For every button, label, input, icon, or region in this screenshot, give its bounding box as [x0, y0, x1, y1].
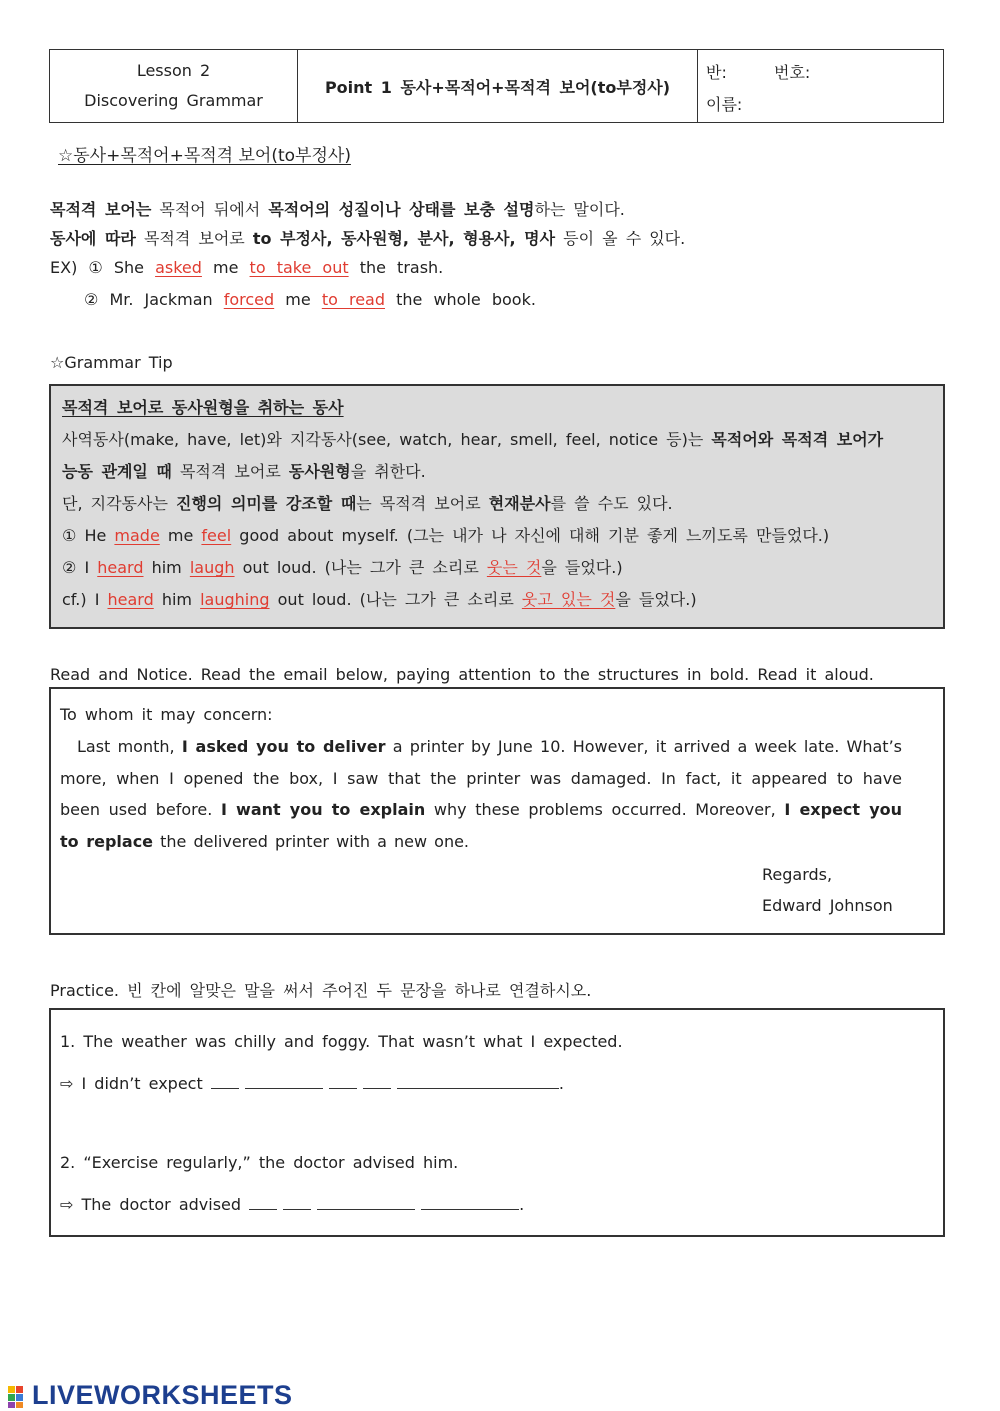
plain-text: 등이 올 수 있다. [555, 229, 686, 248]
tip-example-2 [62, 560, 623, 576]
plain-text: 단, 지각동사는 [62, 494, 176, 513]
answer-blank[interactable] [283, 1195, 311, 1210]
answer-prefix: The doctor advised [81, 1195, 242, 1214]
grammar-tip-box [49, 384, 945, 629]
plain-text: 사역동사(make, have, let)와 지각동사(see, watch, hear, smell, feel, notice 등)는 [62, 430, 712, 449]
bold-text: to 부정사, 동사원형, 분사, 형용사, 명사 [252, 229, 556, 248]
answer-blank[interactable] [329, 1074, 357, 1089]
arrow-icon: ⇨ [60, 1195, 74, 1214]
email-body [60, 731, 902, 857]
example-number: ② [84, 290, 99, 309]
point-title-cell [298, 50, 698, 122]
email-greeting: To whom it may concern: [60, 705, 273, 724]
number-label: 번호: [774, 63, 811, 82]
answer-blank[interactable] [421, 1195, 519, 1210]
bold-text: 목적격 보어는 [50, 200, 152, 219]
plain-text: I [94, 590, 100, 609]
tip-line-3 [62, 496, 673, 512]
tip-example-3 [62, 592, 697, 608]
bold-structure: I expect you to replace [60, 800, 903, 851]
read-notice-instruction: Read and Notice. Read the email below, paying attention to the structures in bold. Read it aloud. [50, 665, 874, 684]
email-signature: Edward Johnson [762, 896, 893, 915]
explanation-line-1 [50, 202, 625, 218]
answer-prefix: I didn’t expect [81, 1074, 203, 1093]
highlight-translation: 웃는 것 [486, 558, 542, 577]
example-number: ① [62, 526, 77, 545]
plain-text: out loud. (나는 그가 큰 소리로 [242, 558, 479, 577]
bold-text: 목적어와 목적격 보어가 [711, 430, 884, 449]
question-1: 1. The weather was chilly and foggy. That wasn’t what I expected. [60, 1032, 623, 1051]
answer-blank[interactable] [363, 1074, 391, 1089]
bold-text: 진행의 의미를 강조할 때 [176, 494, 357, 513]
plain-text: 를 쓸 수도 있다. [550, 494, 673, 513]
section-title: ☆동사+목적어+목적격 보어(to부정사) [58, 146, 351, 166]
class-label: 반: [706, 63, 727, 82]
plain-text: me [285, 290, 311, 309]
bold-structure: I want you to explain [220, 800, 426, 819]
plain-text: the whole book. [396, 290, 536, 309]
highlight-complement: feel [201, 526, 232, 545]
bold-structure: I asked you to deliver [181, 737, 386, 756]
question-2: 2. “Exercise regularly,” the doctor advised him. [60, 1153, 459, 1172]
plain-text: him [151, 558, 182, 577]
highlight-complement: to take out [249, 258, 349, 277]
lesson-subtitle: Discovering Grammar [84, 91, 263, 110]
plain-text: good about myself. (그는 내가 나 자신에 대해 기분 좋게 느끼도록 만들었다.) [239, 526, 830, 545]
logo-text: LIVEWORKSHEETS [32, 1380, 293, 1410]
plain-text: 을 들었다.) [541, 558, 623, 577]
plain-text: a printer by June 10. However, it arrived a week late. What’s more, when I opened the box, I saw that the printer was damaged. In fact, it appeared to have been used before. [60, 737, 902, 819]
highlight-translation: 웃고 있는 것 [521, 590, 616, 609]
example-label: EX) [50, 258, 78, 277]
plain-text: out loud. (나는 그가 큰 소리로 [277, 590, 514, 609]
highlight-verb: heard [107, 590, 154, 609]
highlight-verb: forced [223, 290, 275, 309]
bold-text: 동사에 따라 [50, 229, 136, 248]
plain-text: why these problems occurred. Moreover, [425, 800, 785, 819]
header-table [49, 49, 944, 123]
highlight-complement: laugh [189, 558, 235, 577]
point-title: Point 1 동사+목적어+목적격 보어(to부정사) [324, 77, 671, 97]
plain-text: the trash. [359, 258, 444, 277]
plain-text: me [213, 258, 239, 277]
answer-blank[interactable] [245, 1074, 323, 1089]
student-info-cell [698, 50, 943, 122]
tip-line-2 [62, 464, 426, 480]
plain-text: Last month, [77, 737, 182, 756]
bold-text: 동사원형 [288, 462, 351, 481]
plain-text: She [113, 258, 144, 277]
highlight-complement: laughing [200, 590, 270, 609]
bold-text: 현재분사 [488, 494, 551, 513]
plain-text: 하는 말이다. [534, 200, 625, 219]
highlight-verb: asked [155, 258, 202, 277]
plain-text: me [167, 526, 194, 545]
lesson-cell [50, 50, 298, 122]
plain-text: the delivered printer with a new one. [153, 831, 470, 851]
answer-blank[interactable] [317, 1195, 415, 1210]
grammar-tip-title: ☆Grammar Tip [50, 353, 173, 372]
tip-box-title: 목적격 보어로 동사원형을 취하는 동사 [62, 398, 344, 417]
example-1 [50, 260, 443, 276]
plain-text: He [84, 526, 107, 545]
plain-text: 는 목적격 보어로 [356, 494, 489, 513]
bold-text: 목적어의 성질이나 상태를 보충 설명 [268, 200, 535, 219]
explanation-line-2 [50, 231, 685, 247]
answer-2-line [60, 1195, 524, 1213]
lesson-label: Lesson 2 [136, 61, 211, 80]
highlight-complement: to read [321, 290, 385, 309]
plain-text: Mr. Jackman [109, 290, 213, 309]
plain-text: 목적격 보어로 [171, 462, 289, 481]
example-number: ① [88, 258, 103, 277]
logo-blocks-icon [8, 1384, 32, 1408]
name-label: 이름: [706, 95, 743, 114]
example-2 [84, 292, 536, 308]
period: . [558, 1074, 564, 1093]
email-closing: Regards, [762, 865, 833, 884]
liveworksheets-logo[interactable] [8, 1380, 293, 1411]
plain-text: 을 취한다. [350, 462, 426, 481]
tip-example-1 [62, 528, 829, 544]
plain-text: 을 들었다.) [615, 590, 697, 609]
plain-text: 목적격 보어로 [135, 229, 253, 248]
example-number: ② [62, 558, 77, 577]
arrow-icon: ⇨ [60, 1074, 74, 1093]
answer-blank[interactable] [249, 1195, 277, 1210]
answer-blank[interactable] [211, 1074, 239, 1089]
answer-1-line [60, 1074, 564, 1092]
tip-line-1 [62, 432, 883, 448]
plain-text: him [161, 590, 193, 609]
plain-text: I [84, 558, 90, 577]
highlight-verb: heard [97, 558, 144, 577]
practice-instruction: Practice. 빈 칸에 알맞은 말을 써서 주어진 두 문장을 하나로 연결하시오. [50, 981, 592, 1000]
highlight-verb: made [114, 526, 160, 545]
example-number: cf.) [62, 590, 87, 609]
bold-text: 능동 관계일 때 [62, 462, 172, 481]
plain-text: 목적어 뒤에서 [151, 200, 269, 219]
answer-blank[interactable] [397, 1074, 559, 1089]
period: . [519, 1195, 525, 1214]
